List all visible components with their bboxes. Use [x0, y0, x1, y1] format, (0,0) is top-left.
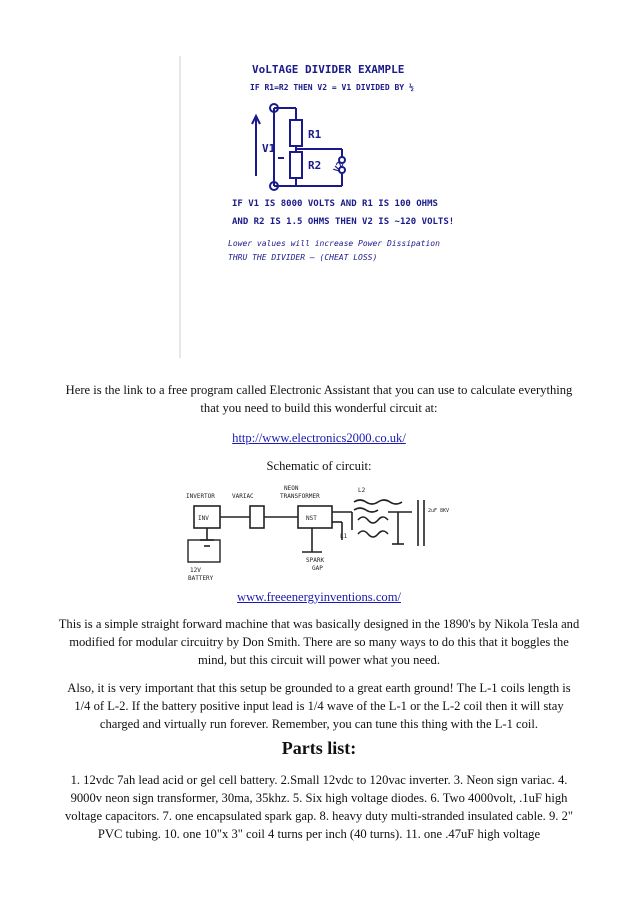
label-v2: V2: [332, 160, 347, 175]
intro-paragraph: Here is the link to a free program called Electronic Assistant that you can use to calculate everything that you need to build this wonderful circuit at:: [65, 383, 573, 415]
label-spark-line1: SPARK: [306, 557, 325, 564]
label-neon-line1: NEON: [284, 485, 299, 492]
electronics-link-wrapper: [58, 429, 580, 447]
sketch-title-line1: VoLTAGE DIVIDER EXAMPLE: [252, 63, 405, 76]
label-r1: R1: [308, 128, 322, 141]
label-cap: 2uF 8KV: [428, 508, 450, 514]
label-l2: L2: [358, 487, 366, 494]
voltage-divider-sketch: [170, 48, 470, 368]
label-neon-line2: TRANSFORMER: [280, 493, 320, 500]
schematic-caption: Schematic of circuit:: [266, 459, 372, 473]
label-battery-line1: 12V: [190, 567, 201, 574]
label-v1: V1: [262, 142, 276, 155]
freeenergy-link-wrapper: [58, 588, 580, 606]
parts-list-text: 1. 12vdc 7ah lead acid or gel cell battery. 2.Small 12vdc to 120vac inverter. 3. Neon sign variac. 4. 9000v neon sign transformer, 30ma, 35khz. 5. Six high voltage diodes. 6. Two 4000volt, .1uF high voltage capacitors. 7. one encapsulated spark gap. 8. heavy duty multi-stranded insulated cable. 9. 2" PVC tubing. 10. one 10"x 3" coil 4 turns per inch (40 turns). 11. one .47uF high voltage: [64, 773, 574, 841]
circuit-schematic: [182, 482, 464, 584]
sketch-note-line2: AND R2 IS 1.5 OHMS THEN V2 IS ~120 VOLTS!: [232, 217, 455, 227]
sketch-note-line4: THRU THE DIVIDER — (CHEAT LOSS): [228, 253, 378, 262]
freeenergy-link[interactable]: www.freeenergyinventions.com/: [236, 590, 402, 604]
label-inverter: INVERTOR: [186, 493, 215, 500]
sketch-note-line3: Lower values will increase Power Dissipation: [228, 239, 440, 248]
electronics-link[interactable]: http://www.electronics2000.co.uk/: [232, 431, 406, 445]
sketch-title-line2: IF R1=R2 THEN V2 = V1 DIVIDED BY ½: [250, 83, 414, 92]
label-battery-line2: BATTERY: [188, 575, 214, 582]
ground-paragraph: Also, it is very important that this setup be grounded to a great earth ground! The L-1 coils length is 1/4 of L-2. If the battery positive input lead is 1/4 wave of the L-1 or the L-2 coil then it will stay charged and virtually run forever. Remember, you can tune this thing with the L-1 coil.: [67, 681, 571, 731]
sketch-note-line1: IF V1 IS 8000 VOLTS AND R1 IS 100 OHMS: [232, 199, 438, 209]
parts-list-heading: Parts list:: [281, 738, 357, 758]
label-variac: VARIAC: [232, 493, 254, 500]
label-r2: R2: [308, 159, 322, 172]
label-l1: L1: [340, 533, 348, 540]
label-spark-line2: GAP: [312, 565, 323, 572]
tesla-paragraph: This is a simple straight forward machine that was basically designed in the 1890's by Nikola Tesla and modified for modular circuitry by Don Smith. There are so many ways to do this that it boggles the mind, but this circuit will power what you need.: [58, 617, 580, 667]
label-inv: INV: [198, 515, 209, 522]
label-nst: NST: [306, 515, 317, 522]
